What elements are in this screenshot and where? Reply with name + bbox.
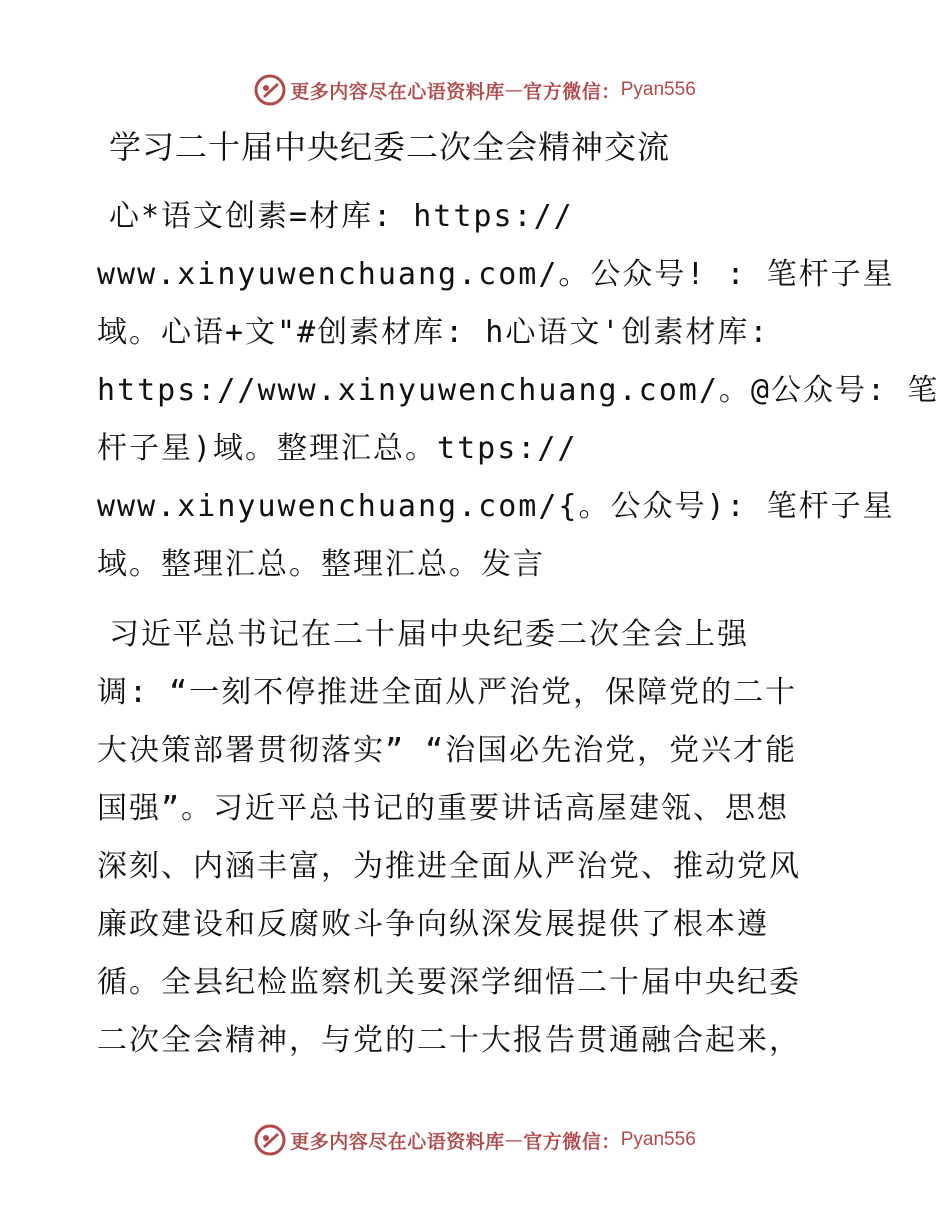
text-line: 杆子星)域。整理汇总。ttps:// bbox=[97, 431, 578, 466]
brand-logo-icon bbox=[254, 1124, 286, 1156]
banner-wechat-label: 官方微信： bbox=[523, 80, 621, 103]
document-body bbox=[97, 118, 940, 1070]
text-line: 二次全会精神，与党的二十大报告贯通融合起来， bbox=[97, 1023, 801, 1058]
banner-text: 更多内容尽在心语资料库 bbox=[290, 80, 505, 103]
text-line: 习近平总书记在二十届中央纪委二次全会上强 bbox=[109, 617, 749, 652]
banner-wechat-id: Pyan556 bbox=[620, 79, 696, 100]
banner-dash: — bbox=[504, 79, 524, 101]
text-line: 心*语文创素=材库: https:// bbox=[109, 199, 574, 234]
paragraph-source-notice bbox=[97, 188, 940, 594]
text-line: 域。整理汇总。整理汇总。发言 bbox=[97, 547, 545, 582]
paragraph-speech bbox=[97, 606, 849, 1070]
text-line: https://www.xinyuwenchuang.com/。@公众号: 笔 bbox=[97, 373, 940, 408]
text-line: 大决策部署贯彻落实” “治国必先治党，党兴才能 bbox=[97, 733, 798, 768]
footer-watermark-banner bbox=[0, 1120, 950, 1160]
text-line: 域。心语+文"#创素材库: h心语文'创素材库: bbox=[97, 315, 770, 350]
text-line: www.xinyuwenchuang.com/{。公众号): 笔杆子星 bbox=[97, 489, 895, 524]
text-line: www.xinyuwenchuang.com/。公众号! : 笔杆子星 bbox=[97, 257, 895, 292]
text-line: 廉政建设和反腐败斗争向纵深发展提供了根本遵 bbox=[97, 907, 769, 942]
banner-wechat-id: Pyan556 bbox=[620, 1129, 696, 1150]
text-line: 深刻、内涵丰富，为推进全面从严治党、推动党风 bbox=[97, 849, 801, 884]
text-line: 循。全县纪检监察机关要深学细悟二十届中央纪委 bbox=[97, 965, 801, 1000]
header-watermark-banner bbox=[0, 70, 950, 110]
banner-dash: — bbox=[504, 1129, 524, 1151]
banner-text: 更多内容尽在心语资料库 bbox=[290, 1130, 505, 1153]
document-title: 学习二十届中央纪委二次全会精神交流 bbox=[109, 128, 671, 166]
text-line: 调: “一刻不停推进全面从严治党，保障党的二十 bbox=[97, 675, 798, 710]
banner-wechat-label: 官方微信： bbox=[523, 1130, 621, 1153]
brand-logo-icon bbox=[254, 74, 286, 106]
text-line: 国强”。习近平总书记的重要讲话高屋建瓴、思想 bbox=[97, 791, 790, 826]
